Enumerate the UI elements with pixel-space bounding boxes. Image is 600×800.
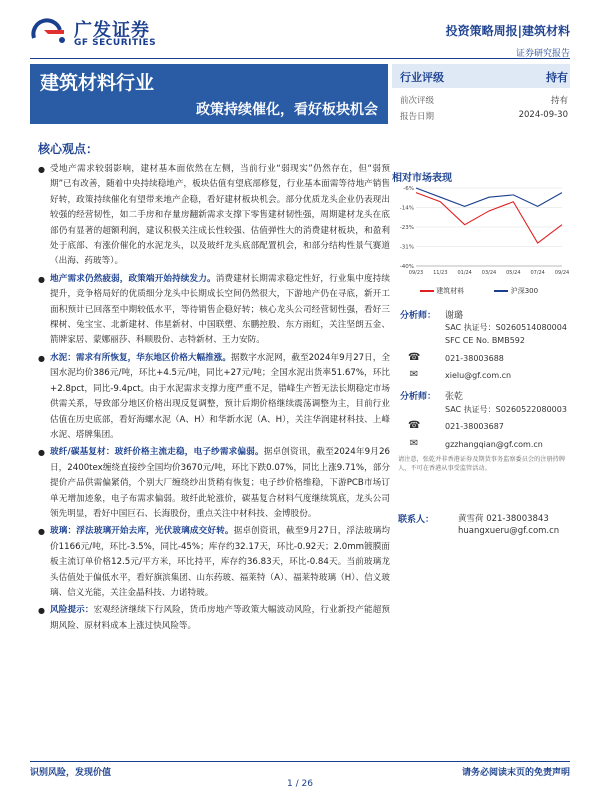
logo-text-cn: 广发证券 xyxy=(74,20,150,41)
paragraph: ● 玻纤/碳基复材：玻纤价格主流走稳，电子纱需求偏弱。据卓创资讯，截至2024年9月26日，2400tex缠绕直接纱全国均价3670元/吨，环比下跌0.07%，同比上涨9.71%，部分提价产品供需偏紧俏，个别大厂缠绕纱出货稍有恢复；电子纱价格维稳，下游PCB市场订单无增加迹象，电子布需求偏弱。玻纤此轮涨价，碳基复合材料气度继续筑底，龙头公司领先明显，看好中国巨石、长海股份，重点关注中材科技、金博股份。 xyxy=(38,447,391,519)
section-title: 核心观点： xyxy=(38,142,99,156)
x-tick-label: 01/24 xyxy=(457,270,472,276)
legend-label-a: 建筑材料 xyxy=(436,287,465,295)
chart-legend xyxy=(420,286,538,296)
core-views xyxy=(38,162,390,634)
rating-value: 持有 xyxy=(546,71,568,84)
contact-email[interactable]: huangxueru@gf.com.cn xyxy=(458,526,560,536)
paragraph: ● 受地产需求较弱影响，建材基本面依然在左侧，当前行业“弱现实”仍然存在，但“弱预期”已有改善，随着中央持续稳地产，板块估值有望底部修复，行业基本面需等待地产销售好转，政策持续催化有望带来地产企稳，看好建材板块机会。部分优质龙头企业仍表现出较强的经营韧性，如二手房和存量房翻新需求支撑下零售建材韧性强，周期建材龙头在底部仍有显著的超额利润，建议积极关注成长性较强、估值弹性大的消费建材板块，和盈利处于底部、有涨价催化的水泥龙头，以及玻纤龙头底部配置机会，和部分结构性景气赛道（出海、药玻等）。 xyxy=(38,164,390,267)
page-number: 1 / 26 xyxy=(287,779,313,789)
paragraph: ● 风险提示：宏观经济继续下行风险，货币房地产等政策大幅波动风险，行业新投产能超预期风险、原材料成本上涨过快风险等。 xyxy=(38,605,390,631)
contact-label: 联系人： xyxy=(398,515,435,525)
paragraph: ● 玻璃：浮法玻璃开始去库，光伏玻璃成交好转。据卓创资讯，截至9月27日，浮法玻璃均价1166元/吨，环比-3.5%，同比-45%；库存约32.17天，环比-0.92天；2.0mm镀膜面板主流订单价格12.5元/平方米，环比持平，库存约36.83天，环比-0.84天。当前玻璃龙头估值处于偏低水平，看好旗滨集团、山东药玻、福莱特（A）、福莱特玻璃（H）、信义玻璃、信义光能，关注金晶科技、力诺特玻。 xyxy=(38,526,390,598)
header-divider xyxy=(30,58,570,59)
analyst-phone: 021-38003688 xyxy=(445,354,504,363)
report-type: 投资策略周报|建筑材料 xyxy=(445,24,570,38)
relative-performance-chart xyxy=(392,182,570,282)
prev-rating-value: 持有 xyxy=(550,96,568,106)
analyst-label: 分析师： xyxy=(400,311,437,321)
y-tick-label: -23% xyxy=(399,225,414,231)
analyst-name: 张乾 xyxy=(445,392,464,402)
paragraph: ● 水泥：需求有所恢复，华东地区价格大幅推涨。据数字水泥网，截至2024年9月27日，全国水泥均价386元/吨，环比+4.5元/吨，同比+27元/吨；全国水泥出货率51.67%，环比+2.8pct，同比-9.4pct。由于水泥需求支撑力度严重不足，错峰生产暂无法长期稳定市场供需关系，导致部分地区价格出现反复调整，预计后期价格继续震荡调整为主，目前行业估值在历史底部，看好海螺水泥（A、H）和华新水泥（A、H），关注华润建材科技、上峰水泥、塔牌集团。 xyxy=(38,352,390,440)
headline: 政策持续催化，看好板块机会 xyxy=(196,102,378,118)
legend-label-b: 沪深300 xyxy=(510,287,539,295)
analyst-note: 请注意，张乾并非香港证券及期货事务监察委员会的注册持牌人，不可在香港从事受监管活动。 xyxy=(398,456,566,472)
x-tick-label: 09/23 xyxy=(408,270,424,276)
legend-swatch-red xyxy=(420,290,434,292)
y-tick-label: -14% xyxy=(399,205,414,212)
phone-icon: ☎ xyxy=(408,420,421,431)
analyst-sfc: SFC CE No. BMB592 xyxy=(445,336,525,345)
analyst-sac: SAC 执证号：S0260514080004 xyxy=(445,323,567,332)
x-tick-label: 05/24 xyxy=(506,270,521,276)
x-tick-label: 11/23 xyxy=(433,270,448,276)
report-subtype: 证券研究报告 xyxy=(515,49,570,59)
logo-text-en: GF SECURITIES xyxy=(74,38,157,48)
series-line-0 xyxy=(416,193,562,243)
market-chart-title: 相对市场表现 xyxy=(392,173,452,184)
contact-phone: 黄雪荷 021-38003843 xyxy=(458,514,549,524)
rating-label: 行业评级 xyxy=(400,71,444,84)
email-icon: ✉ xyxy=(409,369,419,380)
footer-slogan: 识别风险，发现价值 xyxy=(30,768,112,778)
analyst-name: 谢璐 xyxy=(445,311,464,321)
analyst-phone: 021-38003687 xyxy=(445,422,504,431)
analyst-email[interactable]: xielu@gf.com.cn xyxy=(445,371,512,380)
phone-icon: ☎ xyxy=(408,352,421,363)
analyst-label: 分析师： xyxy=(400,392,437,402)
gf-logo-icon xyxy=(30,18,68,44)
analyst-sac: SAC 执证号：S0260522080003 xyxy=(445,405,567,414)
footer-disclaimer: 请务必阅读末页的免责声明 xyxy=(461,768,570,778)
email-icon: ✉ xyxy=(409,438,419,449)
series-line-1 xyxy=(416,188,562,206)
legend-swatch-blue xyxy=(494,290,508,292)
x-tick-label: 09/24 xyxy=(554,270,570,276)
y-tick-label: -6% xyxy=(403,186,414,192)
report-date-label: 报告日期 xyxy=(400,112,435,122)
analyst-email[interactable]: gzzhangqian@gf.com.cn xyxy=(445,440,543,449)
report-date-value: 2024-09-30 xyxy=(518,110,568,120)
paragraph: ● 地产需求仍然疲弱，政策端开始持续发力。消费建材长期需求稳定性好，行业集中度持续提升，竞争格局好的优质细分龙头中长期成长空间仍然很大，下游地产仍在寻底，新开工面积预计已回落至中期较低水平，等待销售企稳好转；核心龙头公司经营韧性强，看好三棵树、兔宝宝、北新建材、伟星新材、中国联塑、东鹏控股、东方雨虹，关注坚朗五金、箭牌家居、蒙娜丽莎、科顺股份、志特新材、王力安防。 xyxy=(38,273,390,346)
x-tick-label: 03/24 xyxy=(481,270,497,276)
industry-title: 建筑材料行业 xyxy=(40,72,155,94)
x-tick-label: 07/24 xyxy=(530,270,545,276)
footer-divider xyxy=(30,761,570,762)
y-tick-label: -31% xyxy=(399,244,414,251)
prev-rating-label: 前次评级 xyxy=(400,96,435,106)
y-tick-label: -40% xyxy=(399,264,414,270)
